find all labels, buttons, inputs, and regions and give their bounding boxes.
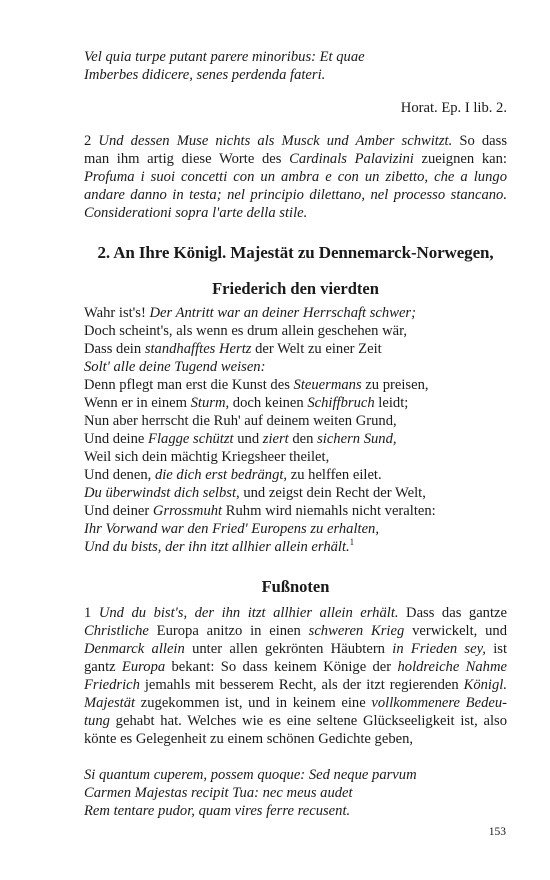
footnote-line xyxy=(84,694,507,712)
poem-text: standhafftes Hertz xyxy=(144,341,252,357)
poem-text: Du überwindst dich selbst, xyxy=(84,485,240,501)
poem-line xyxy=(84,538,507,556)
poem-text: Der Antritt war an deiner Herrschaft schwer; xyxy=(149,305,416,321)
poem-text: Schiffbruch xyxy=(307,395,375,411)
footnote-line: könte es Gelegenheit zu einem schönen Gedichte geben, xyxy=(84,731,414,747)
poem-line xyxy=(84,502,507,520)
poem-line xyxy=(84,376,507,394)
poem-line xyxy=(84,430,507,448)
note-text: zueignen kan: xyxy=(413,151,507,167)
note-text: Cardinals Palavizini xyxy=(289,151,414,167)
poem-line: Weil sich dein mächtig Kriegsheer theilet, xyxy=(84,449,330,465)
footnote-number: 1 xyxy=(84,605,99,621)
closing-quote-line-1: Si quantum cuperem, possem quoque: Sed neque parvum xyxy=(84,767,417,783)
poem-text: den xyxy=(288,431,318,447)
poem-text: sichern Sund, xyxy=(317,431,397,447)
poem-text: Und deiner xyxy=(84,503,153,519)
citation: Horat. Ep. I lib. 2. xyxy=(400,100,507,116)
section-heading: 2. An Ihre Königl. Majestät zu Dennemarck-Norwegen, xyxy=(97,243,494,262)
footnote-line xyxy=(84,676,507,694)
section-subheading: Friederich den vierdten xyxy=(212,279,379,298)
poem-line: Nun aber herrscht die Ruh' auf deinem weiten Grund, xyxy=(84,413,397,429)
closing-quote xyxy=(84,766,507,820)
footnote-text: verwickelt, und xyxy=(404,623,507,639)
poem-text: Denn pflegt man erst die Kunst des xyxy=(84,377,294,393)
note-text: man ihm artig diese Worte des xyxy=(84,151,290,167)
poem-text: Flagge schützt xyxy=(148,431,234,447)
note-2-line-4: andare danno in testa; nel principio dilettano, nel processo stancano. xyxy=(84,187,507,203)
poem-text: Wahr ist's! xyxy=(84,305,150,321)
footnote-line xyxy=(84,640,507,658)
poem-line: Doch scheint's, als wenn es drum allein geschehen wär, xyxy=(84,323,408,339)
top-quote-line-1: Vel quia turpe putant parere minoribus: Et quae xyxy=(84,49,365,65)
footnote-line xyxy=(84,622,507,640)
poem-line xyxy=(84,394,507,412)
footnote-text: Dass das gantze xyxy=(398,605,507,621)
footnote-text: ist xyxy=(485,641,507,657)
poem-line: Solt' alle deine Tugend weisen: xyxy=(84,359,266,375)
poem-text: Ruhm wird niemahls nicht veralten: xyxy=(222,503,436,519)
footnote-text: gehabt hat. Welches wie es eine seltene Glückseeligkeit ist, also xyxy=(109,713,507,729)
footnote-text: Europa anitzo in einen xyxy=(148,623,309,639)
closing-quote-line-3: Rem tentare pudor, quam vires ferre recusent. xyxy=(84,803,351,819)
footnote-text: Europa xyxy=(121,659,166,675)
note-2-line-3: Profuma i suoi concetti con un ambra e con un zibetto, che a lungo xyxy=(84,169,507,185)
footnote-text: vollkommenere Bedeu- xyxy=(371,695,507,711)
poem-text: ziert xyxy=(262,431,289,447)
footnote-text: Königl. xyxy=(463,677,507,693)
footnote-text: Friedrich xyxy=(84,677,140,693)
poem-text: und xyxy=(233,431,263,447)
page-content xyxy=(84,48,507,820)
poem-text: der Welt zu einer Zeit xyxy=(251,341,382,357)
footnote-marker[interactable]: 1 xyxy=(349,537,355,548)
footnote-text: tung xyxy=(84,713,110,729)
note-number: 2 xyxy=(84,133,99,149)
poem-line xyxy=(84,304,507,322)
poem-text: Und du bists, der ihn itzt allhier allein erhält. xyxy=(84,539,350,555)
poem-text: Steuermans xyxy=(293,377,362,393)
poem-text: zu preisen, xyxy=(361,377,429,393)
poem-text: Und deine xyxy=(84,431,149,447)
poem-line xyxy=(84,340,507,358)
poem-text: zu helffen eilet. xyxy=(287,467,382,483)
note-2-line-5: Considerationi sopra l'arte della stile. xyxy=(84,205,308,221)
poem-text: und zeigst dein Recht der Welt, xyxy=(239,485,426,501)
poem-line xyxy=(84,484,507,502)
closing-quote-line-2: Carmen Majestas recipit Tua: nec meus audet xyxy=(84,785,353,801)
note-text: So dass xyxy=(452,133,508,149)
poem-text: Sturm, xyxy=(190,395,230,411)
footnote-text: jemahls mit besserem Recht, als der itzt regierenden xyxy=(139,677,464,693)
footnote-line xyxy=(84,658,507,676)
poem-line: Ihr Vorwand war den Fried' Europens zu erhalten, xyxy=(84,521,379,537)
poem xyxy=(84,304,507,556)
footnote-text: gantz xyxy=(84,659,122,675)
poem-text: Dass dein xyxy=(84,341,145,357)
footnote-1 xyxy=(84,604,507,748)
poem-text: Und denen, xyxy=(84,467,155,483)
footnote-text: unter allen gekrönten Häubtern xyxy=(184,641,393,657)
poem-line xyxy=(84,466,507,484)
footnote-text: holdreiche Nahme xyxy=(397,659,507,675)
note-2-line-1 xyxy=(84,132,507,150)
poem-text: die dich erst bedrängt, xyxy=(154,467,288,483)
note-text: Und dessen Muse nichts als Musck und Amber schwitzt. xyxy=(98,133,453,149)
footnote-text: schweren Krieg xyxy=(308,623,405,639)
page-number: 153 xyxy=(488,826,506,838)
footnote-text: zugekommen ist, und in keinem eine xyxy=(135,695,372,711)
poem-text: leidt; xyxy=(374,395,409,411)
footnote-text: in Frieden sey, xyxy=(392,641,486,657)
footnote-text: Und du bist's, der ihn itzt allhier allein erhält. xyxy=(98,605,399,621)
poem-text: Grrossmuht xyxy=(152,503,223,519)
footnote-line xyxy=(84,604,507,622)
footnote-text: Majestät xyxy=(84,695,136,711)
footnote-line xyxy=(84,712,507,730)
poem-text: doch keinen xyxy=(229,395,308,411)
footnote-text: Denmarck allein xyxy=(84,641,185,657)
footnote-text: Christliche xyxy=(84,623,149,639)
top-quote-line-2: Imberbes didicere, senes perdenda fateri. xyxy=(84,67,326,83)
poem-text: Wenn er in einem xyxy=(84,395,191,411)
footnotes-title: Fußnoten xyxy=(261,577,330,596)
note-2 xyxy=(84,132,507,222)
note-2-line-2 xyxy=(84,150,507,168)
footnote-text: bekant: So dass keinem Könige der xyxy=(165,659,398,675)
top-quote xyxy=(84,48,507,84)
